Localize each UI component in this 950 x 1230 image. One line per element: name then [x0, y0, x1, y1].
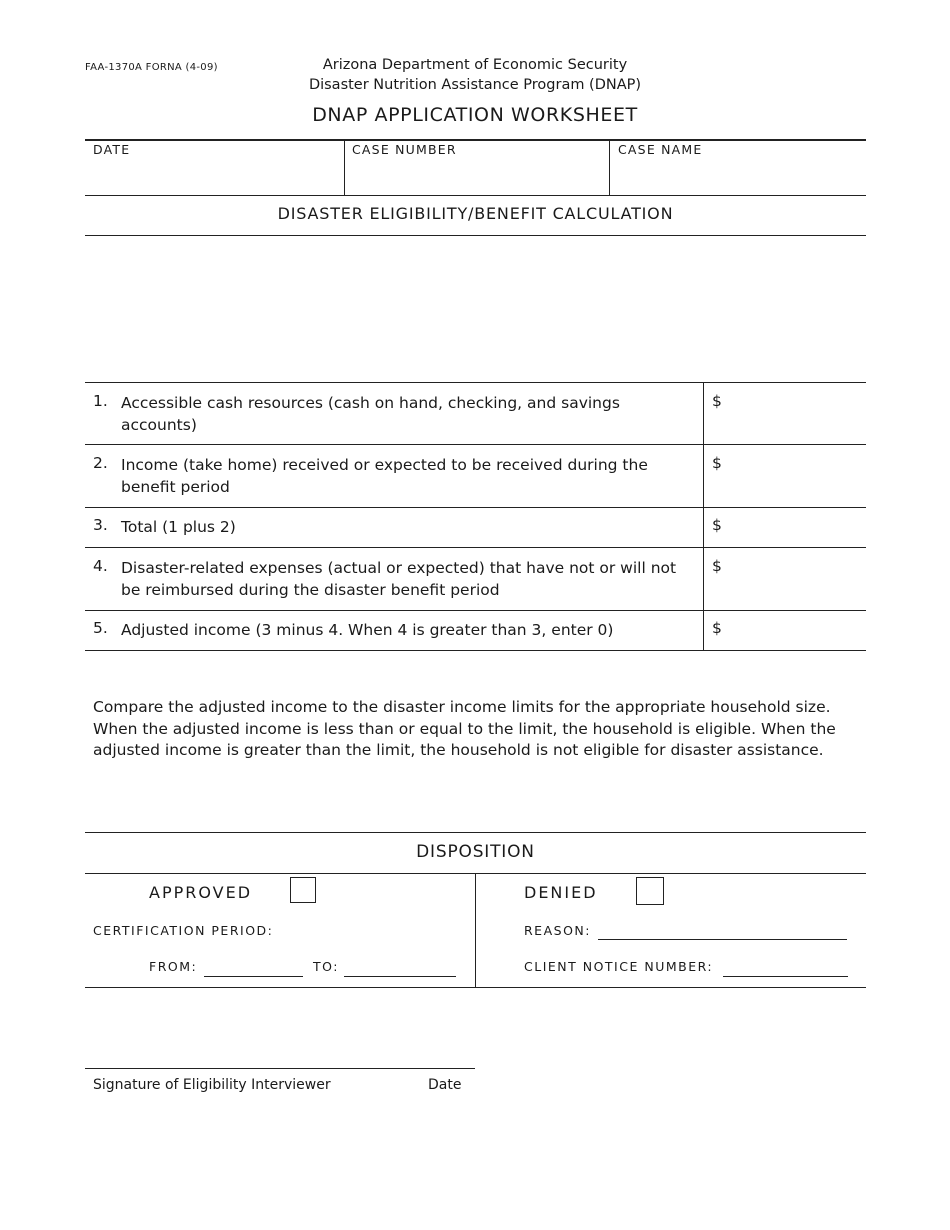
denied-label: DENIED: [524, 883, 598, 902]
signature-date-label: Date: [428, 1077, 462, 1093]
row-divider: [85, 507, 866, 508]
row-divider: [85, 610, 866, 611]
reason-field[interactable]: [598, 939, 847, 940]
form-number: FAA-1370A FORNA (4-09): [85, 62, 218, 73]
to-date-field[interactable]: [344, 976, 456, 977]
row-number: 4.: [93, 557, 108, 575]
cash-resources-amount-field[interactable]: [726, 386, 864, 442]
row-number: 1.: [93, 392, 108, 410]
from-label: FROM:: [149, 959, 198, 974]
eligibility-instructions: Compare the adjusted income to the disaster income limits for the appropriate household size. When the adjusted income is less than or equal to the limit, the household is eligible. When the adjusted income is greater than the limit, the household is not eligible for disaster assistance.: [93, 698, 836, 759]
income-amount-field[interactable]: [726, 448, 864, 504]
certification-period-label: CERTIFICATION PERIOD:: [93, 923, 274, 938]
dollar-sign: $: [712, 454, 722, 472]
disposition-title: DISPOSITION: [416, 842, 535, 862]
case-number-field[interactable]: [346, 160, 607, 193]
row-label: Income (take home) received or expected to be received during the benefit period: [121, 456, 648, 496]
denied-checkbox[interactable]: [636, 877, 664, 905]
dollar-sign: $: [712, 516, 722, 534]
calc-section-title: DISASTER ELIGIBILITY/BENEFIT CALCULATION: [277, 204, 674, 223]
row-divider: [85, 444, 866, 445]
header-divider-1: [344, 140, 345, 195]
client-notice-number-field[interactable]: [723, 976, 848, 977]
header-bottom-rule: [85, 195, 866, 196]
expenses-amount-field[interactable]: [726, 551, 864, 607]
dollar-sign: $: [712, 557, 722, 575]
row-label: Disaster-related expenses (actual or expected) that have not or will not be reimbursed during the disaster benefit period: [121, 559, 677, 599]
page-title: DNAP APPLICATION WORKSHEET: [312, 104, 638, 126]
approved-checkbox[interactable]: [290, 877, 316, 903]
total-amount-field[interactable]: [726, 510, 864, 544]
row-divider: [85, 547, 866, 548]
row-number: 5.: [93, 619, 108, 637]
row-number: 2.: [93, 454, 108, 472]
date-field[interactable]: [86, 160, 342, 193]
row-label: Adjusted income (3 minus 4. When 4 is greater than 3, enter 0): [121, 621, 614, 639]
disposition-top-rule: [85, 832, 866, 833]
program-name: Disaster Nutrition Assistance Program (DNAP): [308, 77, 642, 93]
header-top-rule: [85, 139, 866, 141]
case-number-field-label: CASE NUMBER: [352, 142, 457, 157]
signature-label: Signature of Eligibility Interviewer: [93, 1077, 331, 1093]
agency-name: Arizona Department of Economic Security: [322, 57, 628, 73]
reason-label: REASON:: [524, 923, 591, 938]
to-label: TO:: [313, 959, 339, 974]
case-name-field[interactable]: [611, 160, 864, 193]
date-field-label: DATE: [93, 142, 131, 157]
disposition-bottom-rule: [85, 987, 866, 988]
disposition-divider: [475, 873, 476, 987]
dollar-sign: $: [712, 619, 722, 637]
row-label: Accessible cash resources (cash on hand, checking, and savings accounts): [121, 394, 620, 434]
approved-label: APPROVED: [149, 883, 253, 902]
calc-section-rule: [85, 235, 866, 236]
header-divider-2: [609, 140, 610, 195]
table-bottom-rule: [85, 650, 866, 651]
row-number: 3.: [93, 516, 108, 534]
client-notice-number-label: CLIENT NOTICE NUMBER:: [524, 959, 714, 974]
case-name-field-label: CASE NAME: [618, 142, 703, 157]
signature-line[interactable]: [85, 1068, 475, 1069]
dollar-sign: $: [712, 392, 722, 410]
row-label: Total (1 plus 2): [121, 518, 236, 536]
table-top-rule: [85, 382, 866, 383]
from-date-field[interactable]: [204, 976, 303, 977]
adjusted-income-amount-field[interactable]: [726, 613, 864, 647]
